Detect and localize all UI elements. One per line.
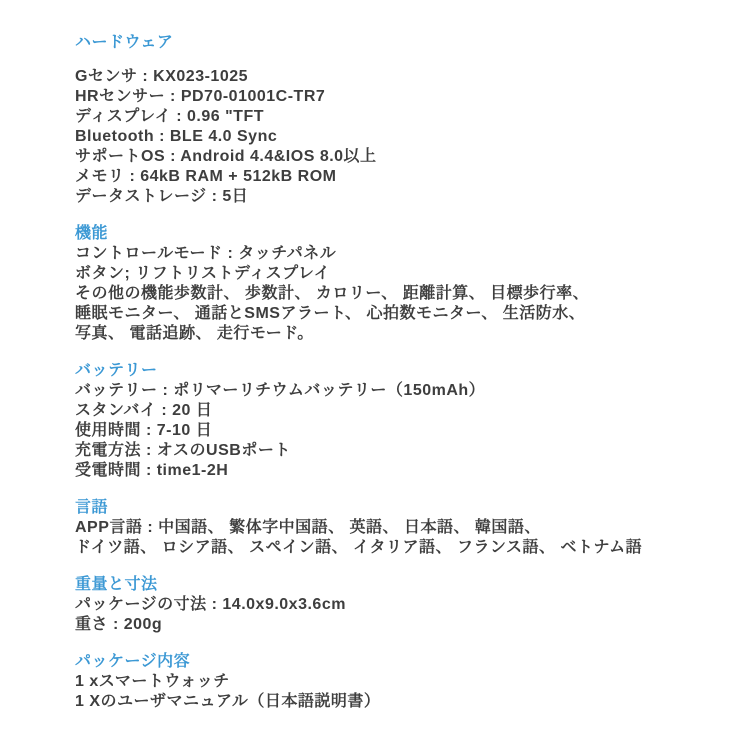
- spec-line: 1 Xのユーザマニュアル（日本語説明書）: [75, 693, 381, 710]
- section-heading-hardware: ハードウェア: [75, 34, 174, 51]
- spec-line: 使用時間 : 7-10 日: [75, 422, 213, 439]
- spec-line: 受電時間 : time1-2H: [75, 462, 229, 479]
- spec-line: Bluetooth : BLE 4.0 Sync: [75, 128, 278, 145]
- section-heading-language: 言語: [75, 499, 109, 516]
- spec-line: 1 xスマートウォッチ: [75, 673, 230, 690]
- section-hardware: [75, 33, 690, 207]
- spec-line: Gセンサ : KX023-1025: [75, 68, 249, 85]
- spec-line: その他の機能歩数計、 歩数計、 カロリー、 距離計算、 目標歩行率、: [75, 285, 590, 302]
- section-language: [75, 498, 690, 558]
- spec-line: 写真、 電話追跡、 走行モード。: [75, 325, 314, 342]
- spec-line: コントロールモード : タッチパネル: [75, 245, 337, 262]
- spec-line: HRセンサー : PD70-01001C-TR7: [75, 88, 326, 105]
- section-heading-weight-dimensions: 重量と寸法: [75, 576, 158, 593]
- section-battery: [75, 361, 690, 481]
- spec-line: ディスプレイ : 0.96 "TFT: [75, 108, 264, 125]
- spec-line: 睡眠モニター、 通話とSMSアラート、 心拍数モニター、 生活防水、: [75, 305, 586, 322]
- spec-line: ボタン; リフトリストディスプレイ: [75, 265, 331, 282]
- section-weight-dimensions: [75, 575, 690, 635]
- spec-line: ドイツ語、 ロシア語、 スペイン語、 イタリア語、 フランス語、 ベトナム語: [75, 539, 643, 556]
- spec-line: メモリ : 64kB RAM + 512kB ROM: [75, 168, 337, 185]
- spec-line: 充電方法 : オスのUSBポート: [75, 442, 291, 459]
- section-heading-package-contents: パッケージ内容: [75, 653, 191, 670]
- spec-line: スタンバイ : 20 日: [75, 402, 213, 419]
- spec-line: サポートOS : Android 4.4&IOS 8.0以上: [75, 148, 377, 165]
- spec-line: データストレージ : 5日: [75, 188, 249, 205]
- spec-line: APP言語 : 中国語、 繁体字中国語、 英語、 日本語、 韓国語、: [75, 519, 541, 536]
- section-package-contents: [75, 652, 690, 712]
- spec-sections: [75, 33, 690, 712]
- section-features: [75, 224, 690, 344]
- spec-line: パッケージの寸法 : 14.0x9.0x3.6cm: [75, 596, 346, 613]
- spec-line: 重さ : 200g: [75, 616, 163, 633]
- section-heading-battery: バッテリー: [75, 362, 158, 379]
- spec-line: バッテリー : ポリマーリチウムバッテリー（150mAh）: [75, 382, 486, 399]
- section-heading-features: 機能: [75, 225, 109, 242]
